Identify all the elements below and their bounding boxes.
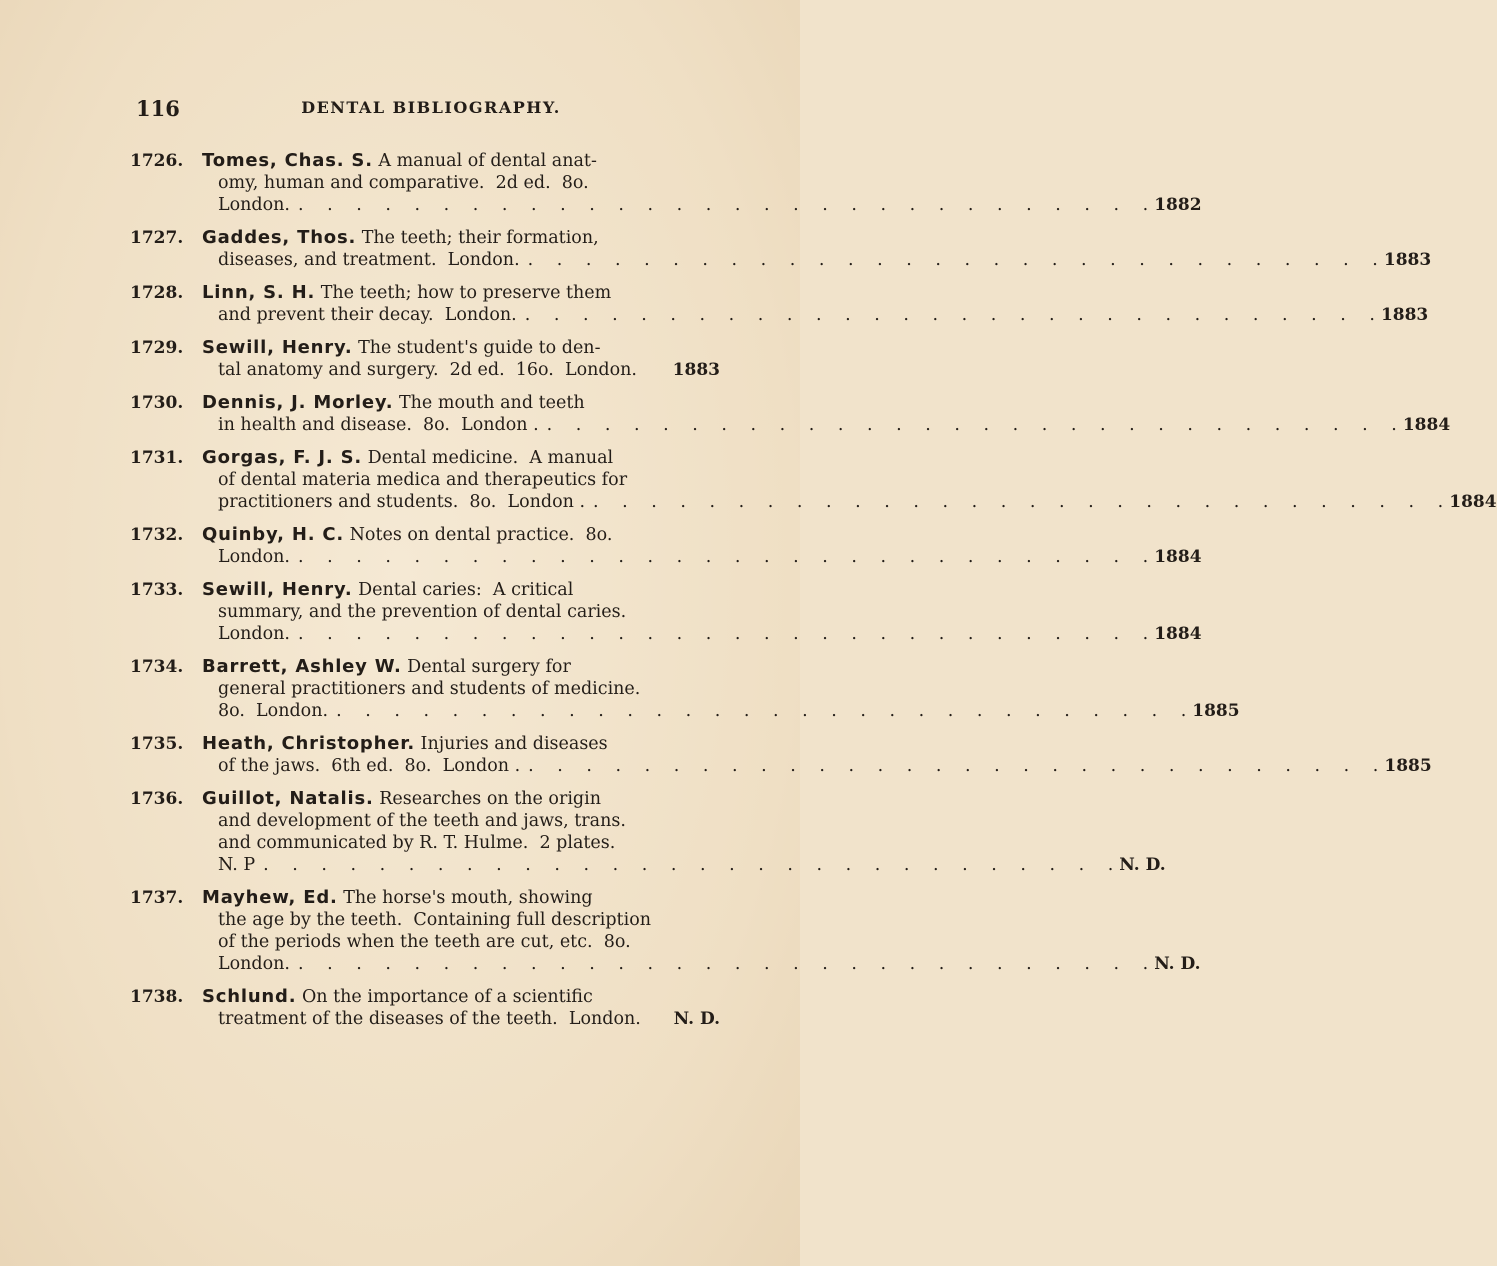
bibliography-entry bbox=[130, 733, 1432, 777]
entry-last-line bbox=[202, 700, 1240, 722]
running-title: DENTAL BIBLIOGRAPHY. bbox=[301, 98, 561, 117]
bibliography-entry bbox=[130, 150, 1202, 216]
entry-year: 1883 bbox=[1380, 305, 1429, 325]
dot-leaders: . . . . . . . . . . . . . . . . . . . . . . . . . . . . . . bbox=[298, 547, 1149, 567]
entry-author: Quinby, H. C. bbox=[202, 524, 345, 545]
entry-year: N. D. bbox=[1119, 855, 1166, 875]
entry-imprint: treatment of the diseases of the teeth. London. bbox=[218, 1009, 641, 1029]
entry-continuation-line: of dental materia medica and therapeutics for bbox=[218, 470, 628, 490]
entry-continuation-line: omy, human and comparative. 2d ed. 8o. bbox=[218, 173, 589, 193]
entry-imprint: London. bbox=[218, 547, 290, 567]
dot-leaders: . . . . . . . . . . . . . . . . . . . . . . . . . . . . . . bbox=[298, 195, 1149, 215]
bibliography-entry bbox=[130, 524, 1202, 568]
entry-number: 1734. bbox=[130, 657, 184, 677]
entry-last-line bbox=[202, 249, 1432, 271]
entry-last-line bbox=[202, 854, 1166, 876]
entry-author: Dennis, J. Morley. bbox=[202, 392, 394, 413]
entry-first-line bbox=[202, 282, 720, 304]
bibliography-entry bbox=[130, 227, 1432, 271]
page-number: 116 bbox=[136, 96, 180, 121]
entry-title-start: The student's guide to den- bbox=[352, 338, 601, 358]
entry-number: 1733. bbox=[130, 580, 184, 600]
entry-year: 1884 bbox=[1154, 624, 1202, 644]
entry-year: 1884 bbox=[1449, 492, 1497, 512]
entry-imprint: N. P bbox=[218, 855, 256, 875]
entry-first-line bbox=[202, 447, 720, 469]
bibliography-entry bbox=[130, 447, 1497, 513]
dot-leaders: . . . . . . . . . . . . . . . . . . . . . . . . . . . . . . bbox=[336, 701, 1187, 721]
entry-title-start: A manual of dental anat- bbox=[372, 151, 597, 171]
entry-number: 1729. bbox=[130, 338, 184, 358]
entry-number: 1737. bbox=[130, 888, 184, 908]
entry-imprint: London. bbox=[218, 195, 290, 215]
entry-imprint: tal anatomy and surgery. 2d ed. 16o. London. bbox=[218, 360, 637, 380]
dot-leaders: . . . . . . . . . . . . . . . . . . . . . . . . . . . . . . bbox=[546, 415, 1397, 435]
entry-year: N. D. bbox=[1154, 954, 1201, 974]
entry-continuation-line: and development of the teeth and jaws, trans. bbox=[218, 811, 626, 831]
entry-first-line bbox=[202, 392, 720, 414]
entry-title-start: On the importance of a scientific bbox=[296, 987, 593, 1007]
bibliography-entry bbox=[130, 788, 1166, 876]
entry-imprint: in health and disease. 8o. London . bbox=[218, 415, 539, 435]
entry-author: Mayhew, Ed. bbox=[202, 887, 338, 908]
entry-author: Barrett, Ashley W. bbox=[202, 656, 402, 677]
entry-author: Gaddes, Thos. bbox=[202, 227, 357, 248]
entry-first-line bbox=[202, 656, 720, 678]
entry-author: Sewill, Henry. bbox=[202, 579, 353, 600]
entry-imprint: of the jaws. 6th ed. 8o. London . bbox=[218, 756, 521, 776]
bibliography-entry bbox=[130, 579, 1202, 645]
entry-title-start: The horse's mouth, showing bbox=[337, 888, 593, 908]
entry-number: 1731. bbox=[130, 448, 184, 468]
entry-imprint: 8o. London. bbox=[218, 701, 329, 721]
entry-number: 1728. bbox=[130, 283, 184, 303]
entry-title-start: The teeth; how to preserve them bbox=[315, 283, 612, 303]
entry-continuation-line: the age by the teeth. Containing full description bbox=[218, 910, 651, 930]
entry-last-line bbox=[202, 359, 720, 381]
entry-title-start: Dental surgery for bbox=[401, 657, 571, 677]
entry-number: 1732. bbox=[130, 525, 184, 545]
entry-author: Tomes, Chas. S. bbox=[202, 150, 373, 171]
entry-first-line bbox=[202, 986, 720, 1008]
entry-number: 1736. bbox=[130, 789, 184, 809]
entry-imprint: and prevent their decay. London. bbox=[218, 305, 517, 325]
entry-first-line bbox=[202, 337, 720, 359]
dot-leaders: . . . . . . . . . . . . . . . . . . . . . . . . . . . . . . bbox=[263, 855, 1114, 875]
entry-year: N. D. bbox=[673, 1009, 720, 1029]
entry-title-start: Dental medicine. A manual bbox=[362, 448, 614, 468]
entry-author: Heath, Christopher. bbox=[202, 733, 415, 754]
entry-last-line bbox=[202, 491, 1497, 513]
entry-first-line bbox=[202, 887, 720, 909]
entry-continuation-line: general practitioners and students of medicine. bbox=[218, 679, 641, 699]
entry-year: 1885 bbox=[1192, 701, 1240, 721]
dot-leaders: . . . . . . . . . . . . . . . . . . . . . . . . . . . . . . bbox=[298, 624, 1149, 644]
entry-continuation-line: summary, and the prevention of dental caries. bbox=[218, 602, 627, 622]
entry-imprint: practitioners and students. 8o. London . bbox=[218, 492, 586, 512]
entry-first-line bbox=[202, 733, 720, 755]
dot-leaders: . . . . . . . . . . . . . . . . . . . . . . . . . . . . . . bbox=[527, 250, 1378, 270]
entry-first-line bbox=[202, 524, 720, 546]
entry-first-line bbox=[202, 788, 720, 810]
entry-year: 1882 bbox=[1154, 195, 1202, 215]
entry-first-line bbox=[202, 227, 720, 249]
entry-continuation-line: and communicated by R. T. Hulme. 2 plates. bbox=[218, 833, 616, 853]
entry-number: 1738. bbox=[130, 987, 184, 1007]
entry-title-start: Dental caries: A critical bbox=[352, 580, 574, 600]
bibliography-entry bbox=[130, 887, 1201, 975]
entry-imprint: diseases, and treatment. London. bbox=[218, 250, 520, 270]
entry-number: 1730. bbox=[130, 393, 184, 413]
entry-last-line bbox=[202, 546, 1202, 568]
entry-author: Schlund. bbox=[202, 986, 297, 1007]
dot-leaders: . . . . . . . . . . . . . . . . . . . . . . . . . . . . . . bbox=[524, 305, 1375, 325]
entry-last-line bbox=[202, 755, 1432, 777]
bibliography-entry bbox=[130, 337, 720, 381]
entry-year: 1883 bbox=[672, 360, 720, 380]
entry-imprint: London. bbox=[218, 624, 290, 644]
entry-title-start: The mouth and teeth bbox=[393, 393, 585, 413]
bibliography-list bbox=[130, 150, 1497, 1041]
dot-leaders: . . . . . . . . . . . . . . . . . . . . . . . . . . . . . . bbox=[298, 954, 1149, 974]
entry-last-line bbox=[202, 414, 1451, 436]
entry-last-line bbox=[202, 304, 1429, 326]
bibliography-entry bbox=[130, 392, 1451, 436]
page-header bbox=[136, 96, 726, 126]
entry-number: 1727. bbox=[130, 228, 184, 248]
entry-last-line bbox=[202, 623, 1202, 645]
entry-number: 1726. bbox=[130, 151, 184, 171]
entry-title-start: Notes on dental practice. 8o. bbox=[344, 525, 613, 545]
bibliography-entry bbox=[130, 282, 1429, 326]
entry-title-start: Researches on the origin bbox=[373, 789, 602, 809]
entry-author: Guillot, Natalis. bbox=[202, 788, 374, 809]
entry-first-line bbox=[202, 579, 720, 601]
entry-title-start: Injuries and diseases bbox=[414, 734, 608, 754]
entry-year: 1885 bbox=[1384, 756, 1432, 776]
bibliography-entry bbox=[130, 986, 720, 1030]
entry-year: 1883 bbox=[1383, 250, 1432, 270]
entry-title-start: The teeth; their formation, bbox=[356, 228, 599, 248]
bibliography-entry bbox=[130, 656, 1240, 722]
entry-author: Linn, S. H. bbox=[202, 282, 316, 303]
entry-author: Sewill, Henry. bbox=[202, 337, 353, 358]
entry-continuation-line: of the periods when the teeth are cut, etc. 8o. bbox=[218, 932, 631, 952]
dot-leaders: . . . . . . . . . . . . . . . . . . . . . . . . . . . . . . bbox=[528, 756, 1379, 776]
entry-last-line bbox=[202, 1008, 720, 1030]
entry-number: 1735. bbox=[130, 734, 184, 754]
entry-last-line bbox=[202, 194, 1202, 216]
dot-leaders: . . . . . . . . . . . . . . . . . . . . . . . . . . . . . . bbox=[593, 492, 1444, 512]
entry-last-line bbox=[202, 953, 1201, 975]
entry-year: 1884 bbox=[1402, 415, 1451, 435]
entry-author: Gorgas, F. J. S. bbox=[202, 447, 363, 468]
entry-imprint: London. bbox=[218, 954, 290, 974]
entry-first-line bbox=[202, 150, 720, 172]
entry-year: 1884 bbox=[1154, 547, 1202, 567]
